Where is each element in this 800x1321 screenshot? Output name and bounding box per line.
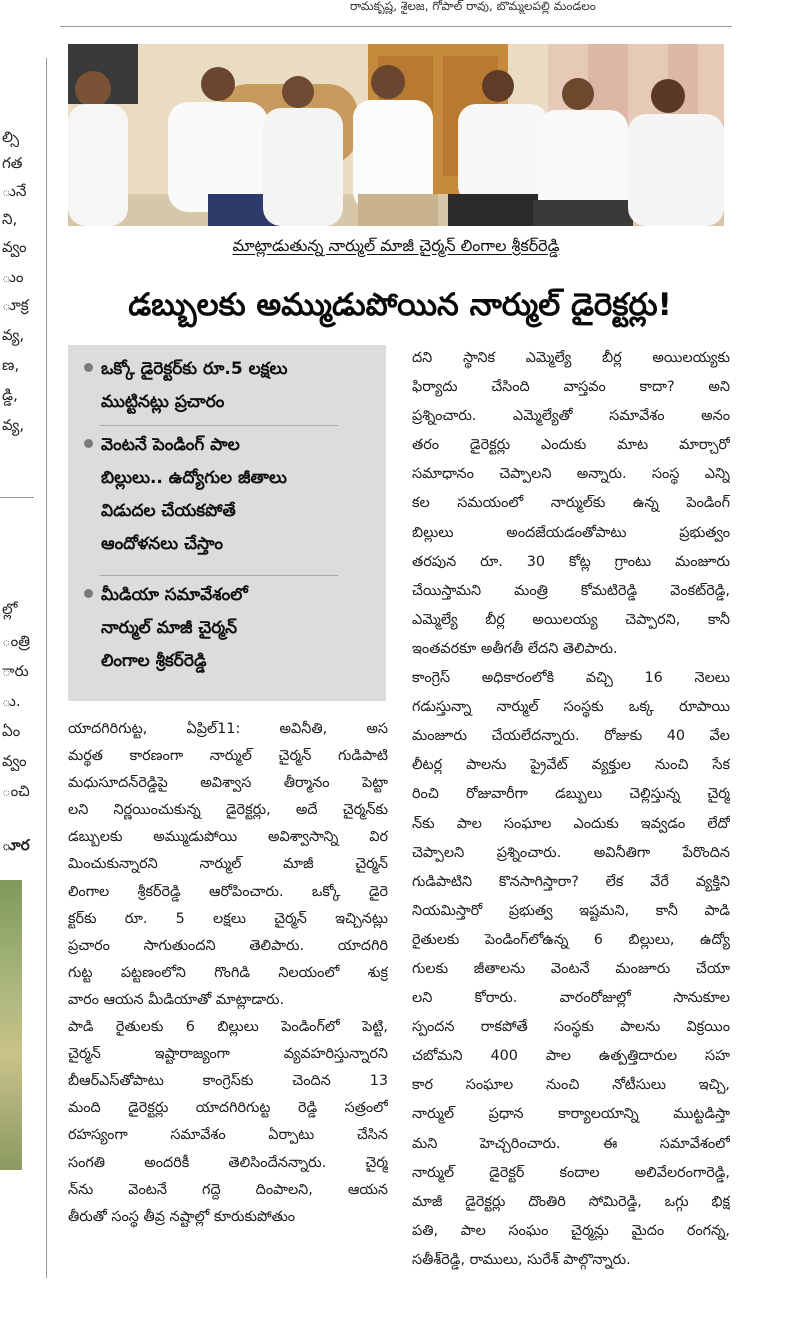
body-line: తరపున రూ. 30 కోట్ల గ్రాంటు మంజూరు xyxy=(412,553,730,570)
body-line: మర్థత కారణంగా నార్ముల్‌ చైర్మన్‌ గుడిపాటి xyxy=(68,748,388,765)
body-line: మంజూరు చేయలేదన్నారు. రోజుకు 40 వేల xyxy=(412,728,730,745)
body-line: నియమిస్తారో ప్రభుత్వ ఇష్టమని, కానీ పాడి xyxy=(412,902,730,919)
photo-caption: మాట్లాడుతున్న నార్ముల్‌ మాజీ చైర్మన్‌ లింగాల శ్రీకర్‌రెడ్డి xyxy=(232,236,560,255)
body-line: చెప్పాలని ప్రశ్నించారు. అవినీతిగా పేరొందిన xyxy=(412,844,730,861)
top-divider xyxy=(60,26,732,27)
body-line: బీఆర్‌ఎస్‌తోపాటు కాంగ్రెస్‌కు చెందిన 13 xyxy=(68,1073,388,1090)
body-line: స్పందన రాకపోతే సంస్థకు పాలను విక్రయిం xyxy=(412,1019,730,1036)
body-line: దని స్థానిక ఎమ్మెల్యే బీర్ల అయిలయ్యకు xyxy=(412,350,730,366)
adjacent-text: ుం xyxy=(2,268,24,286)
adjacent-text: ూర xyxy=(2,836,30,854)
body-line: ఎమ్మెల్యే బీర్ల అయిలయ్య చెప్పారని, కానీ xyxy=(412,611,730,628)
adjacent-text: వ్వం xyxy=(2,752,27,770)
adjacent-photo xyxy=(0,880,22,1170)
body-line: తరం డైరెక్టర్లు ఎందుకు మాట మార్చారో xyxy=(412,437,730,454)
adjacent-text: ంత్రి xyxy=(2,632,31,650)
body-line: రించి రోజువారీగా డబ్బులు చెల్లిస్తున్న చైర్మ xyxy=(412,786,730,803)
bullet-icon xyxy=(84,363,93,372)
body-line: సతీశ్‌రెడ్డి, రాములు, సురేశ్‌ పాల్గొన్నారు. xyxy=(412,1251,631,1268)
highlights-box xyxy=(68,345,386,701)
adjacent-text: గత xyxy=(2,154,23,172)
highlight-divider xyxy=(100,425,338,426)
body-line: గుట్ట పట్టణంలోని గొంగిడి నిలయంలో శుక్ర xyxy=(68,964,388,981)
body-line: ఫిర్యాదు చేసింది వాస్తవం కాదా? అని xyxy=(412,379,730,396)
adjacent-text: ూక్ర xyxy=(2,296,29,314)
body-line: కల సమయంలో నార్ముల్‌కు ఉన్న పెండింగ్‌ xyxy=(412,495,730,512)
body-line: రైతులకు పెండింగ్‌లోఉన్న 6 బిల్లులు, ఉద్యో xyxy=(412,931,730,948)
adjacent-text: ల్సి xyxy=(2,128,20,146)
body-line: పతి, పాల సంఘం చైర్మన్లు మైదం రంగన్న, xyxy=(412,1222,730,1239)
body-line: మని హెచ్చరించారు. ఈ సమావేశంలో xyxy=(412,1135,730,1152)
body-line: లని నిర్ణయించుకున్న డైరెక్టర్లు, అదే చైర్మన్‌కు xyxy=(68,802,388,819)
highlight-divider xyxy=(100,575,338,576)
adjacent-divider xyxy=(0,497,34,498)
body-line: నార్ముల్‌ డైరెక్టర్‌ కందాల అలివేలరంగారెడ్డి, xyxy=(412,1164,730,1181)
news-photo xyxy=(68,44,724,226)
body-line: నార్ముల్‌ ప్రధాన కార్యాలయాన్ని ముట్టడిస్తా xyxy=(412,1106,730,1123)
body-line: గులకు జీతాలను వెంటనే మంజూరు చేయా xyxy=(412,960,730,977)
body-line: బిల్లులు అందజేయడంతోపాటు ప్రభుత్వం xyxy=(412,524,730,541)
adjacent-text: ల్లో xyxy=(2,600,18,618)
column-divider xyxy=(46,58,47,1278)
body-line: యాదగిరిగుట్ట, ఏప్రిల్‌11: అవినీతి, అస xyxy=(68,721,388,737)
body-line: మించుకున్నారని నార్ముల్‌ మాజీ చైర్మన్‌ xyxy=(68,856,388,873)
adjacent-text: ఏం xyxy=(2,722,21,740)
adjacent-text: ు. xyxy=(2,692,21,710)
adjacent-text: ణ, xyxy=(2,356,20,374)
body-line: రహస్యంగా సమావేశం ఏర్పాటు చేసిన xyxy=(68,1127,388,1144)
adjacent-text: ునే xyxy=(2,182,27,200)
adjacent-text: డ్డి, xyxy=(2,386,18,404)
body-line: లని కోరారు. వారంరోజుల్లో సానుకూల xyxy=(412,990,730,1007)
body-line: చైర్మన్‌ ఇష్టారాజ్యంగా వ్యవహరిస్తున్నారని xyxy=(68,1046,388,1063)
article-body-right xyxy=(412,344,730,1275)
body-line: కాంగ్రెస్‌ అధికారంలోకి వచ్చి 16 నెలలు xyxy=(412,670,730,687)
body-line: లీటర్ల పాలను ప్రైవేట్‌ వ్యక్తుల నుంచి సేక xyxy=(412,757,730,774)
article-headline: డబ్బులకు అమ్ముడుపోయిన నార్ముల్‌ డైరెక్టర్లు! xyxy=(128,287,672,323)
highlight-item: ఒక్కో డైరెక్టర్‌కు రూ.5 లక్షలు ముట్టినట్లు ప్రచారం xyxy=(84,353,380,419)
body-line: గడుస్తున్నా నార్ముల్‌ సంస్థకు ఒక్క రూపాయి xyxy=(412,699,730,716)
article-body-left xyxy=(68,716,388,1231)
body-line: లింగాల శ్రీకర్‌రెడ్డి ఆరోపించారు. ఒక్కో డైరె xyxy=(68,883,388,900)
body-line: కార సంఘాల నుంచి నోటీసులు ఇచ్చి, xyxy=(412,1077,730,1094)
body-line: పాడి రైతులకు 6 బిల్లులు పెండింగ్‌లో పెట్టి, xyxy=(68,1019,388,1036)
body-line: మంది డైరెక్టర్లు యాదగిరిగుట్ట రెడ్డి సత్రంలో xyxy=(68,1100,388,1117)
body-line: గుడిపాటిని కొనసాగిస్తారా? లేక వేరే వ్యక్తిని xyxy=(412,873,730,890)
body-line: వారం ఆయన మీడియాతో మాట్లాడారు. xyxy=(68,991,285,1008)
adjacent-text: ంచి xyxy=(2,782,30,800)
body-line: మాజీ డైరెక్టర్లు దొంతిరి సోమిరెడ్డి, ఒగ్గు భిక్ష xyxy=(412,1193,730,1210)
bullet-icon xyxy=(84,439,93,448)
adjacent-column xyxy=(0,0,44,1321)
body-line: సమాధానం చెప్పాలని అన్నారు. సంస్థ ఎన్ని xyxy=(412,466,730,483)
body-line: ఇంతవరకూ అతీగతీ లేదని తెలిపారు. xyxy=(412,640,618,657)
body-line: ప్రశ్నించారు. ఎమ్మెల్యేతో సమావేశం అనం xyxy=(412,408,730,425)
body-line: సంగతి అందరికీ తెలిసిందేనన్నారు. చైర్మ xyxy=(68,1154,388,1171)
highlight-item: వెంటనే పెండింగ్‌ పాల బిల్లులు.. ఉద్యోగుల జీతాలు విడుదల చేయకపోతే ఆందోళనలు చేస్తాం xyxy=(84,429,380,561)
bullet-icon xyxy=(84,589,93,598)
body-line: క్టర్‌కు రూ. 5 లక్షలు చైర్మన్‌ ఇచ్చినట్లు xyxy=(68,910,388,927)
adjacent-text: ని, xyxy=(2,210,18,228)
adjacent-text: వ్వం xyxy=(2,238,27,256)
adjacent-text: ారు xyxy=(2,662,29,680)
adjacent-text: వ్య, xyxy=(2,416,25,434)
adjacent-text: వ్య, xyxy=(2,326,25,344)
body-line: మధుసూదన్‌రెడ్డిపై అవిశ్వాస తీర్మానం పెట్టా xyxy=(68,775,388,792)
highlight-item: మీడియా సమావేశంలో నార్ముల్‌ మాజీ చైర్మన్‌ లింగాల శ్రీకర్‌రెడ్డి xyxy=(84,579,380,678)
body-line: ప్రచారం సాగుతుందని తెలిపారు. యాదగిరి xyxy=(68,937,388,954)
body-line: డబ్బులకు అమ్ముడుపోయి అవిశ్వాసాన్ని విర xyxy=(68,829,388,846)
previous-article-strip: రామకృష్ణ, శైలజ, గోపాల్‌ రావు, బొమ్మలపల్లి మండలం xyxy=(350,0,596,13)
body-line: న్‌కు పాల సంఘాల ఎందుకు ఇవ్వడం లేదో xyxy=(412,815,730,832)
body-line: న్‌ను వెంటనే గద్దె దింపాలని, ఆయన xyxy=(68,1181,388,1198)
body-line: తీరుతో సంస్థ తీవ్ర నష్టాల్లో కూరుకుపోతుం xyxy=(68,1208,296,1225)
body-line: చబోమని 400 పాల ఉత్పత్తిదారుల సహ xyxy=(412,1048,730,1065)
body-line: చేయిస్తామని మంత్రి కోమటిరెడ్డి వెంకట్‌రెడ్డి, xyxy=(412,582,730,599)
